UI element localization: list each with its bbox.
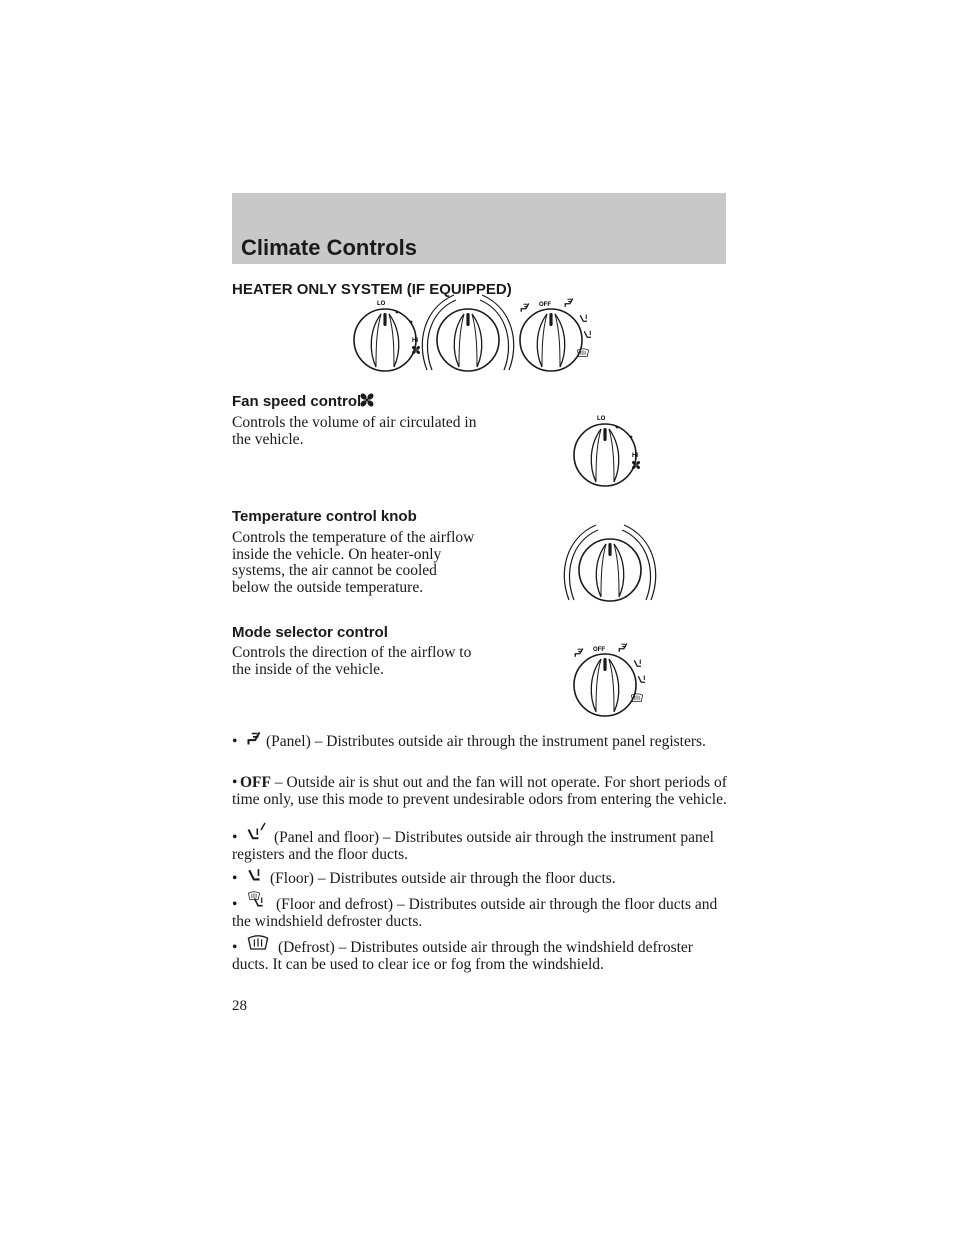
panel-floor-vent-icon [619,644,627,652]
fan-icon [358,391,376,409]
bullet-panel-text: (Panel) – Distributes outside air through the instrument panel registers. [266,733,706,750]
bullet-dot: • [232,870,238,887]
bullet-floor-defrost-text: (Floor and defrost) – Distributes outside air through the floor ducts and the windshield defroster ducts. [232,896,718,930]
floor-defrost-icon [244,890,270,912]
floor-vent-icon [634,660,641,667]
page-number: 28 [232,998,247,1014]
panel-vent-icon [244,730,264,748]
temperature-body: Controls the temperature of the airflow inside the vehicle. On heater-only systems, the air cannot be cooled below the outside temperature. [232,529,475,596]
bullet-panel-floor-text: (Panel and floor) – Distributes outside air through the instrument panel registers and the floor ducts. [232,829,714,863]
bullet-defrost [232,939,728,973]
header-bar [232,193,726,264]
panel-vent-icon [575,649,583,657]
bullet-dot: • [232,896,238,913]
floor-defrost-icon [638,676,645,683]
bullet-dot: • [232,829,238,846]
temperature-knob [422,295,513,371]
bullet-floor [232,870,728,887]
defrost-icon [244,934,272,954]
off-label: OFF [240,774,271,791]
bullet-panel-floor [232,829,728,863]
panel-vent-icon [521,304,529,312]
mode-off-label: OFF [593,647,605,653]
page-header-title: Climate Controls [241,235,418,260]
temperature-knob-illustration [560,526,660,608]
bullet-dot: • [232,939,238,956]
control-panel-illustration [340,298,600,380]
bullet-dot: • [232,733,238,750]
bullet-off-text [232,774,728,808]
bullet-floor-defrost [232,896,728,930]
floor-vent-icon [580,315,587,322]
floor-vent-icon [244,866,266,886]
fan-speed-heading: Fan speed control [232,393,362,410]
floor-defrost-icon [584,331,591,338]
mode-off-label: OFF [539,302,551,308]
bullet-panel [232,733,728,750]
bullet-off [232,774,728,808]
fan-speed-knob [354,301,421,371]
fan-speed-body: Controls the volume of air circulated in the vehicle. [232,414,477,448]
fan-speed-knob-illustration [560,412,650,494]
mode-selector-knob [520,299,591,372]
fan-lo-label: LO [377,301,386,307]
temperature-heading: Temperature control knob [232,508,417,525]
bullet-defrost-text: (Defrost) – Distributes outside air through the windshield defroster ducts. It can be used to clear ice or fog from the windshield. [232,939,693,973]
mode-knob-illustration [560,640,660,722]
section-title: HEATER ONLY SYSTEM (IF EQUIPPED) [232,281,512,298]
bullet-floor-text: (Floor) – Distributes outside air through the floor ducts. [270,870,616,887]
mode-body: Controls the direction of the airflow to the inside of the vehicle. [232,644,472,678]
bullet-off-desc: – Outside air is shut out and the fan will not operate. For short periods of time only, use this mode to prevent undesirable odors from entering the vehicle. [232,774,727,808]
fan-lo-label: LO [597,416,606,422]
fan-hi-label: HI [412,338,418,344]
panel-floor-vent-icon [565,299,573,307]
mode-heading: Mode selector control [232,624,388,641]
panel-floor-vent-icon [244,824,270,844]
bullet-dot: • [232,774,238,791]
fan-hi-label: HI [632,453,638,459]
